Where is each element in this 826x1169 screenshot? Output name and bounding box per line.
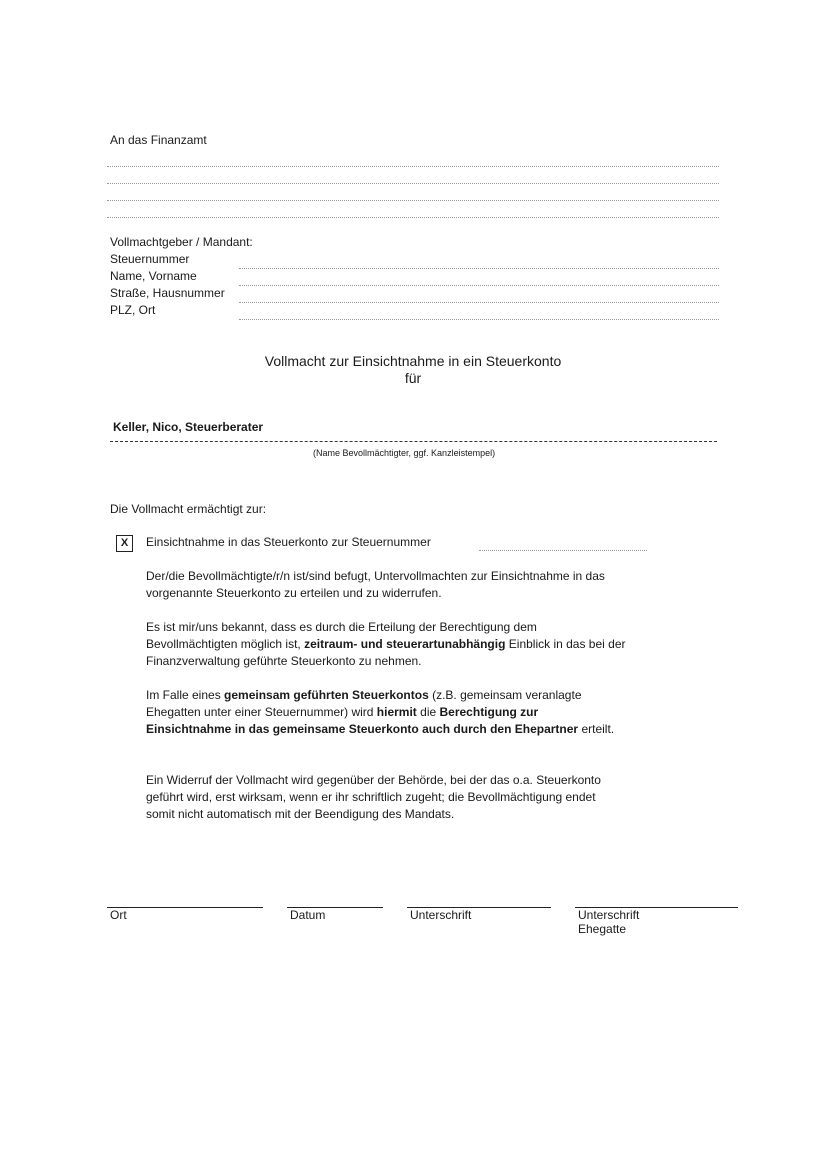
mandant-heading: Vollmachtgeber / Mandant: [110,235,253,249]
p3-text-d: hiermit [376,705,417,719]
strasse-field[interactable] [239,302,719,303]
name-field[interactable] [239,285,719,286]
steuernummer-label: Steuernummer [110,252,190,266]
einsichtnahme-checkbox[interactable]: X [116,535,133,552]
bevollmaechtigter-line [110,441,717,442]
checkbox-label: Einsichtnahme in das Steuerkonto zur Steuernummer [146,535,431,549]
plz-field[interactable] [239,319,719,320]
datum-label: Datum [290,908,326,922]
bevollmaechtigter-caption: (Name Bevollmächtigter, ggf. Kanzleistempel) [313,448,496,458]
p2-text-bold: zeitraum- und steuerartunabhängig [304,637,506,651]
p3-text-g: erteilt. [578,722,615,736]
p3-text-b: gemeinsam geführten Steuerkontos [224,688,429,702]
paragraph-bekannt [146,619,626,670]
unterschrift-ehegatte-label-1: Unterschrift [578,908,640,922]
strasse-label: Straße, Hausnummer [110,286,225,300]
bevollmaechtigter-name: Keller, Nico, Steuerberater [113,420,264,434]
paragraph-gemeinsam [146,687,626,738]
recipient-line-1[interactable] [107,166,719,167]
paragraph-untervollmacht: Der/die Bevollmächtigte/r/n ist/sind befugt, Untervollmachten zur Einsichtnahme in das vorgenannte Steuerkonto zu erteilen und zu widerrufen. [146,569,605,600]
unterschrift-label: Unterschrift [410,908,472,922]
p3-text-c: (z.B. gemeinsam veranlagte Ehegatten unter einer Steuernummer) wird [146,688,582,719]
recipient-label: An das Finanzamt [110,133,207,147]
steuernummer-field[interactable] [239,268,719,269]
recipient-line-4[interactable] [107,217,719,218]
unterschrift-ehegatte-label-2: Ehegatte [578,922,627,936]
name-label: Name, Vorname [110,269,197,283]
paragraph-widerruf: Ein Widerruf der Vollmacht wird gegenüber der Behörde, bei der das o.a. Steuerkonto geführt wird, erst wirksam, wenn er ihr schriftlich zugeht; die Bevollmächtigung endet somit nicht automatisch mit der Beendigung des Mandats. [146,773,601,821]
document-title: Vollmacht zur Einsichtnahme in ein Steuerkonto [264,353,562,369]
recipient-line-3[interactable] [107,200,719,201]
p2-text-a: Es ist mir/uns bekannt, dass es durch die Erteilung der Berechtigung dem Bevollmächtigten möglich ist, [146,620,537,651]
p3-text-a: Im Falle eines [146,688,225,702]
p3-text-e: die [416,705,440,719]
p3-text-f: Berechtigung zur Einsichtnahme in das gemeinsame Steuerkonto auch durch den Ehepartner [146,705,579,736]
checkbox-steuernummer-field[interactable] [479,550,647,551]
recipient-line-2[interactable] [107,183,719,184]
p2-text-c: Einblick in das bei der Finanzverwaltung geführte Steuerkonto zu nehmen. [146,637,626,668]
document-title-for: für [404,370,422,386]
plz-label: PLZ, Ort [110,303,156,317]
ort-signature-line[interactable] [107,907,263,908]
intro-text: Die Vollmacht ermächtigt zur: [110,502,267,516]
ort-label: Ort [110,908,127,922]
